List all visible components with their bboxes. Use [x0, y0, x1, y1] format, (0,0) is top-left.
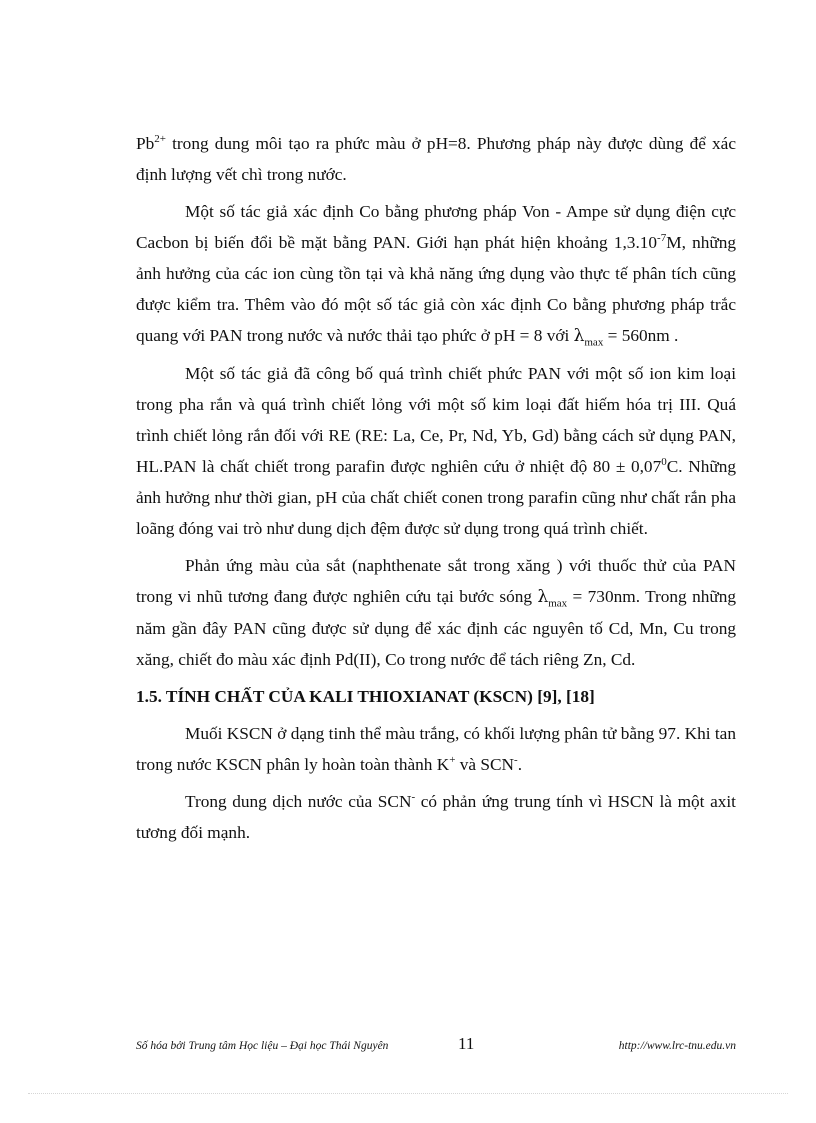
paragraph-2 — [136, 196, 736, 352]
superscript: - — [411, 791, 416, 804]
formula-value: = 730nm — [567, 587, 636, 606]
paragraph-4 — [136, 550, 736, 675]
lambda-max-formula — [537, 587, 636, 610]
footer-url-link[interactable]: http://www.lrc-tnu.edu.vn — [618, 1040, 736, 1052]
bottom-divider — [28, 1093, 788, 1094]
text-run: Trong dung dịch nước của SCN — [185, 792, 412, 811]
page-body — [136, 128, 736, 854]
text-run: M, những ảnh hưởng của các ion cùng tồn tại và khả năng ứng dụng vào thực tế phân tích cũng được kiểm tra. Thêm vào đó một số tác giả còn xác định Co bằng phương pháp trắc quang với PAN trong nước và nước thải tạo phức ở pH = 8 với — [136, 233, 736, 345]
superscript: + — [449, 754, 456, 767]
page-number: 11 — [458, 1034, 475, 1053]
text-run: . Những ảnh hưởng như thời gian, pH của chất chiết conen trong parafin cũng như chất rắn pha loãng đóng vai trò như dung dịch đệm được sử dụng trong quá trình chiết. — [136, 457, 736, 538]
text-run: và SCN — [455, 755, 515, 774]
subscript: max — [548, 597, 568, 610]
paragraph-6 — [136, 786, 736, 848]
page-footer — [136, 1034, 736, 1060]
lambda-max-formula — [573, 326, 670, 349]
text-run: trong dung môi tạo ra phức màu ở pH=8. Phương pháp này được dùng để xác định lượng vết chì trong nước. — [136, 134, 736, 184]
text-run: . Trong những năm gần đây PAN cũng được sử dụng để xác định các nguyên tố Cd, Mn, Cu trong xăng, chiết đo màu xác định Pd(II), Co trong nước để tách riêng Zn, Cd. — [136, 587, 737, 669]
superscript: - — [514, 754, 518, 767]
text-run: Phản ứng màu của sắt (naphthenate sắt trong xăng ) với thuốc thử của PAN trong vi nhũ tương đang được nghiên cứu tại bước sóng — [136, 556, 736, 606]
text-run: . — [669, 326, 679, 345]
formula-value: 80 ± 0,07 — [592, 457, 662, 476]
lambda-symbol: λ — [537, 587, 549, 607]
formula-value: = 560nm — [603, 326, 670, 345]
paragraph-1 — [136, 128, 736, 190]
temperature-formula — [593, 457, 678, 476]
text-run: có phản ứng trung tính vì HSCN là một axit tương đối mạnh. — [136, 792, 736, 842]
lambda-symbol: λ — [573, 326, 585, 346]
paragraph-5 — [136, 718, 736, 780]
section-heading: 1.5. TÍNH CHẤT CỦA KALI THIOXIANAT (KSCN) [9], [18] — [136, 687, 595, 706]
subscript: max — [584, 336, 604, 349]
text-run: . — [517, 755, 523, 774]
footer-source: Số hóa bởi Trung tâm Học liệu – Đại học Thái Nguyên — [136, 1040, 389, 1052]
superscript: 0 — [661, 456, 667, 469]
text-run: Pb — [136, 134, 155, 153]
text-run: Một số tác giả đã công bố quá trình chiết phức PAN với một số ion kim loại trong pha rắn và quá trình chiết lỏng với một số kim loại đất hiếm hóa trị III. Quá trình chiết lỏng rắn đối với RE (RE: La, Ce, Pr, Nd, Yb, Gd) bằng cách sử dụng PAN, HL.PAN là chất chiết trong parafin được nghiên cứu ở nhiệt độ — [136, 364, 736, 476]
text-run: Muối KSCN ở dạng tinh thể màu trắng, có khối lượng phân tử bằng 97. Khi tan trong nước KSCN phân ly hoàn toàn thành K — [136, 724, 736, 774]
text-run: Một số tác giả xác định Co bằng phương pháp Von - Ampe sử dụng điện cực Cacbon bị biến đổi bề mặt bằng PAN. Giới hạn phát hiện khoảng 1,3.10 — [136, 202, 736, 252]
superscript: 2+ — [154, 133, 166, 146]
paragraph-3 — [136, 358, 736, 544]
superscript: -7 — [657, 232, 667, 245]
formula-unit: C — [666, 457, 679, 476]
